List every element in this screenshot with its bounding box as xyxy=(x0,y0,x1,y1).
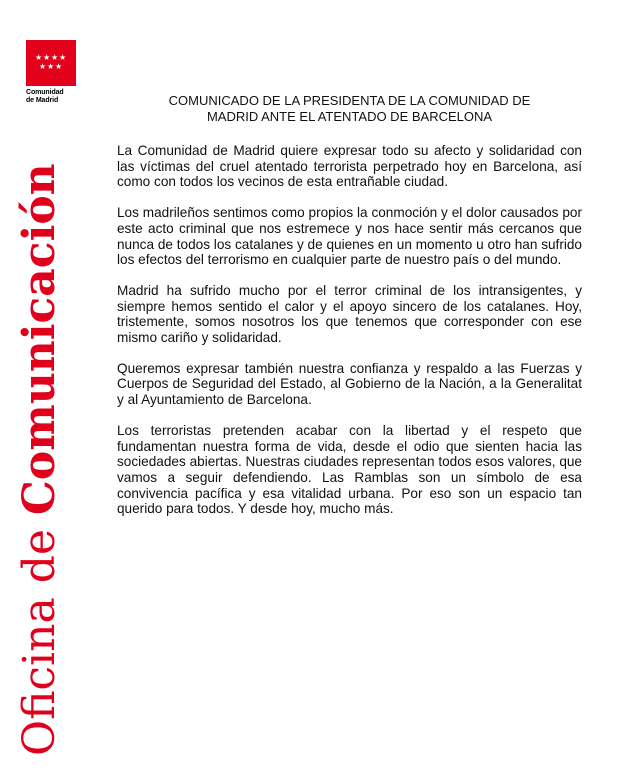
logo-caption-line2: de Madrid xyxy=(26,96,59,104)
stars-flag-icon: ★ ★ ★ ★ ★ ★ ★ xyxy=(26,40,76,86)
side-title-bold: Comunicación xyxy=(14,163,65,516)
press-release-body xyxy=(117,93,582,532)
title-line-1: COMUNICADO DE LA PRESIDENTA DE LA COMUNIDAD DE xyxy=(168,93,531,108)
paragraph-4: Queremos expresar también nuestra confianza y respaldo a las Fuerzas y Cuerpos de Seguridad del Estado, al Gobierno de la Nación, a la Generalitat y al Ayuntamiento de Barcelona. xyxy=(117,360,582,408)
paragraph-1: La Comunidad de Madrid quiere expresar todo su afecto y solidaridad con las víctimas del cruel atentado terrorista perpetrado hoy en Barcelona, así como con todos los vecinos de esta entrañable ciudad. xyxy=(117,143,582,190)
oficina-de-comunicacion-vertical-title xyxy=(6,56,74,756)
logo-caption-line1: Comunidad xyxy=(26,89,64,96)
paragraph-3: Madrid ha sufrido mucho por el terror criminal de los intransigentes, y siempre hemos sentido el calor y el apoyo sincero de los catalanes. Hoy, tristemente, somos nosotros los que tenemos que corresponder con ese mismo cariño y solidaridad. xyxy=(117,282,582,346)
press-release-title xyxy=(117,93,582,124)
title-line-2: MADRID ANTE EL ATENTADO DE BARCELONA xyxy=(206,108,493,124)
side-title-light: Oficina de xyxy=(14,515,65,756)
paragraph-5: Los terroristas pretenden acabar con la libertad y el respeto que fundamentan nuestra forma de vida, desde el odio que sienten hacia las sociedades abiertas. Nuestras ciudades representan todos esos valores, que vamos a seguir defendiendo. Las Ramblas son un símbolo de esa convivencia pacífica y esa vitalidad urbana. Por eso son un espacio tan querido para todos. Y desde hoy, mucho más. xyxy=(117,422,582,517)
paragraph-2: Los madrileños sentimos como propios la conmoción y el dolor causados por este acto criminal que nos estremece y nos hace sentir más cercanos que nunca de todos los catalanes y de quienes en un momento u otro han sufrido los efectos del terrorismo en cualquier parte de nuestro país o del mundo. xyxy=(117,205,582,268)
